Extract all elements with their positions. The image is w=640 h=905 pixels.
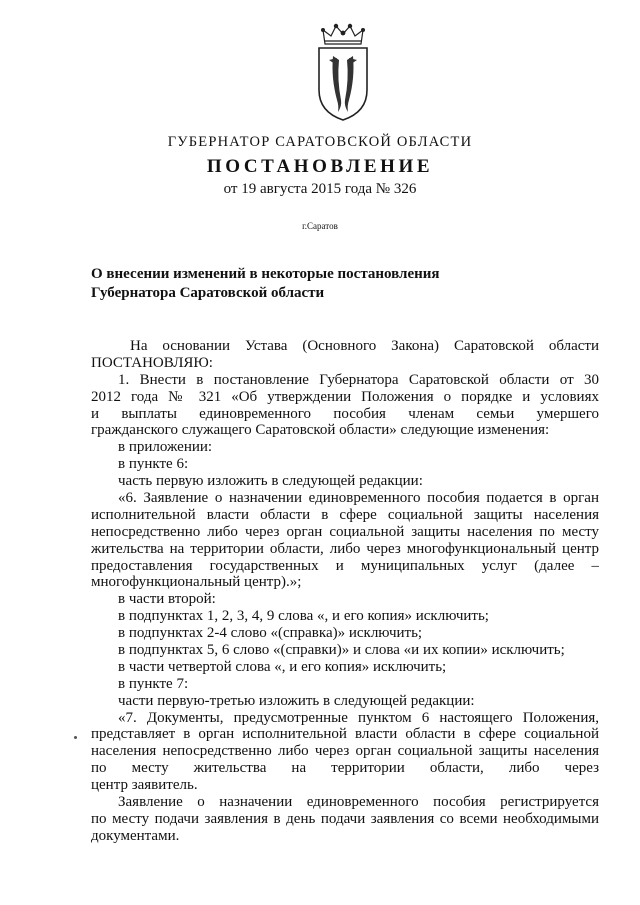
coat-of-arms-icon [311, 20, 375, 125]
paragraph-line: представляет в орган исполнительной власти области в сфере социальной [91, 726, 599, 743]
date-number: от 19 августа 2015 года № 326 [223, 181, 417, 197]
paragraph-line: непосредственно либо через орган социальной защиты населения по месту [91, 523, 599, 540]
paragraph-line: многофункциональный центр).»; [91, 574, 302, 591]
paragraph-line: 1. Внести в постановление Губернатора Саратовской области от 30 [118, 371, 599, 388]
paragraph-line: в приложении: [118, 439, 213, 456]
paragraph-line: в части второй: [118, 591, 216, 608]
paragraph-line: предоставления государственных и муниципальных услуг (далее – [91, 557, 599, 574]
paragraph-line: жительства на территории области, либо через многофункциональный центр [91, 540, 599, 557]
paragraph-line: ПОСТАНОВЛЯЮ: [91, 354, 213, 371]
paragraph-line: На основании Устава (Основного Закона) Саратовской области [130, 338, 599, 354]
paragraph-line: по месту подачи заявления в день подачи заявления со всеми необходимыми [91, 810, 599, 827]
paragraph-line: исполнительной власти области в сфере социальной защиты населения [91, 506, 599, 523]
document-body [91, 338, 599, 845]
document-title [91, 265, 440, 303]
paragraph-line: и выплаты единовременного пособия членам семьи умершего [91, 405, 599, 422]
paragraph-line: 2012 года № 321 «Об утверждении Положения о порядке и условиях [91, 388, 599, 405]
paragraph-line: в пункте 7: [118, 675, 189, 692]
paragraph-line: Заявление о назначении единовременного пособия регистрируется [118, 794, 599, 811]
scan-mark [74, 736, 77, 739]
paragraph-line: «7. Документы, предусмотренные пунктом 6 настоящего Положения, [118, 709, 599, 726]
title-line: Губернатора Саратовской области [91, 285, 325, 301]
paragraph-line: в части четвертой слова «, и его копия» исключить; [118, 658, 447, 675]
paragraph-line: в подпунктах 1, 2, 3, 4, 9 слова «, и его копия» исключить; [118, 608, 489, 625]
issuer-title: ГУБЕРНАТОР САРАТОВСКОЙ ОБЛАСТИ [167, 134, 473, 150]
paragraph-line: населения непосредственно либо через орган социальной защиты населения [91, 743, 599, 760]
paragraph-line: в подпунктах 5, 6 слово «(справки)» и слова «и их копии» исключить; [118, 642, 565, 659]
paragraph-line: в подпунктах 2-4 слово «(справка)» исключить; [118, 625, 423, 642]
paragraph-line: по месту жительства на территории области, либо через [91, 760, 599, 777]
title-line: О внесении изменений в некоторые постановления [91, 266, 440, 282]
paragraph-line: часть первую изложить в следующей редакции: [118, 473, 423, 490]
paragraph-line: документами. [91, 827, 180, 844]
document-type: ПОСТАНОВЛЕНИЕ [206, 156, 434, 177]
paragraph-line: «6. Заявление о назначении единовременного пособия подается в орган [118, 490, 599, 507]
paragraph-line: центр заявитель. [91, 777, 198, 794]
city: г.Саратов [302, 221, 338, 231]
paragraph-line: в пункте 6: [118, 456, 189, 473]
paragraph-line: гражданского служащего Саратовской области» следующие изменения: [91, 422, 550, 439]
paragraph-line: части первую-третью изложить в следующей редакции: [118, 692, 475, 709]
